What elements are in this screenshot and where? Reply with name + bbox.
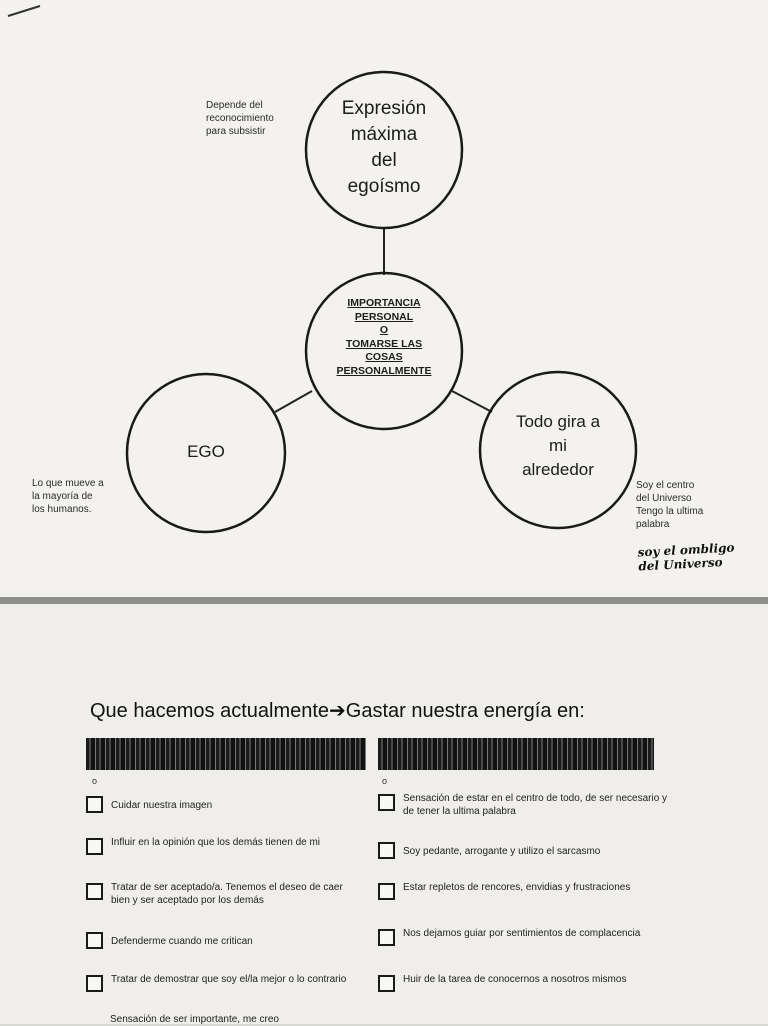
list-item[interactable] <box>378 840 668 859</box>
note-line: palabra <box>636 519 670 530</box>
small-mark: o <box>382 776 388 786</box>
list-item-label: Tratar de demostrar que soy el/la mejor o lo contrario <box>111 974 347 985</box>
checkbox[interactable] <box>378 842 395 859</box>
note-line: la mayoría de <box>32 491 93 502</box>
center-line: IMPORTANCIA <box>347 297 421 309</box>
title-part: Que hacemos actualmente <box>90 700 330 722</box>
list-item[interactable] <box>86 836 364 855</box>
checkbox[interactable] <box>86 883 103 900</box>
list-item-label: Estar repletos de rencores, envidias y frustraciones <box>403 882 631 893</box>
list-item-label: Defenderme cuando me critican <box>111 936 253 947</box>
list-item[interactable] <box>378 792 668 818</box>
list-item[interactable] <box>86 930 364 949</box>
checkbox[interactable] <box>378 794 395 811</box>
note-line: los humanos. <box>32 504 92 515</box>
list-item-label: Tratar de ser aceptado/a. Tenemos el deseo de caer bien y ser aceptado por los demás <box>111 882 343 906</box>
list-item-label: Sensación de estar en el centro de todo, de ser necesario y de tener la ultima palabra <box>403 793 668 817</box>
circle-right-line: alrededor <box>522 460 594 479</box>
note-top <box>206 99 274 138</box>
worksheet-title <box>90 698 585 723</box>
list-item <box>110 1013 370 1026</box>
checkbox[interactable] <box>86 838 103 855</box>
circle-top-line: del <box>371 150 397 171</box>
title-part: Gastar nuestra energía en: <box>345 700 585 722</box>
list-item-label: Sensación de ser importante, me creo <box>110 1014 279 1025</box>
list-item-label: Cuidar nuestra imagen <box>111 800 213 811</box>
note-line: Tengo la ultima <box>636 506 704 517</box>
list-item-label: Influir en la opinión que los demás tienen de mi <box>111 837 321 848</box>
note-line: Lo que mueve a <box>32 478 104 489</box>
pen-mark <box>8 6 40 16</box>
list-item[interactable] <box>86 973 364 992</box>
note-right <box>636 479 703 531</box>
checkbox[interactable] <box>86 932 103 949</box>
checkbox[interactable] <box>378 883 395 900</box>
handwritten-line: soy el ombligo <box>637 540 735 560</box>
note-line: del Universo <box>636 493 692 504</box>
list-item[interactable] <box>378 881 668 900</box>
list-item[interactable] <box>86 881 364 907</box>
circle-top-line: egoísmo <box>347 176 421 197</box>
note-line: Soy el centro <box>636 480 695 491</box>
center-line: COSAS <box>365 351 403 363</box>
list-item[interactable] <box>378 973 668 992</box>
note-line: reconocimiento <box>206 113 274 124</box>
small-mark: o <box>92 776 98 786</box>
center-line: PERSONAL <box>354 310 414 323</box>
checkbox[interactable] <box>378 975 395 992</box>
circle-top-line: Expresión <box>341 98 427 119</box>
connector-right <box>452 391 492 412</box>
circle-center-text <box>314 297 454 378</box>
redacted-header-left <box>86 738 366 770</box>
handwritten-note <box>637 540 735 573</box>
circle-right-text <box>488 410 628 482</box>
circle-top-text <box>314 96 454 200</box>
list-item[interactable] <box>86 794 364 813</box>
note-line: para subsistir <box>206 126 266 137</box>
list-item-label: Soy pedante, arrogante y utilizo el sarcasmo <box>403 846 601 857</box>
center-line: TOMARSE LAS <box>345 337 423 350</box>
checkbox[interactable] <box>86 975 103 992</box>
center-line: PERSONALMENTE <box>336 364 432 377</box>
checkbox[interactable] <box>86 796 103 813</box>
list-item-label: Nos dejamos guiar por sentimientos de complacencia <box>403 928 641 939</box>
circle-left-text: EGO <box>187 442 225 461</box>
connector-left <box>275 391 312 412</box>
handwritten-line: del Universo <box>638 555 723 574</box>
checkbox[interactable] <box>378 929 395 946</box>
note-left <box>32 477 104 516</box>
list-item[interactable] <box>378 927 668 946</box>
list-item-label: Huir de la tarea de conocernos a nosotros mismos <box>403 974 627 985</box>
note-line: Depende del <box>206 100 263 111</box>
redacted-header-right <box>378 738 654 770</box>
circle-right-line: Todo gira a <box>515 412 601 431</box>
circle-top-line: máxima <box>350 124 418 145</box>
circle-right-line: mi <box>549 436 567 455</box>
center-line: O <box>379 324 389 336</box>
arrow-icon: ➔ <box>329 700 346 722</box>
page-divider <box>0 597 768 604</box>
